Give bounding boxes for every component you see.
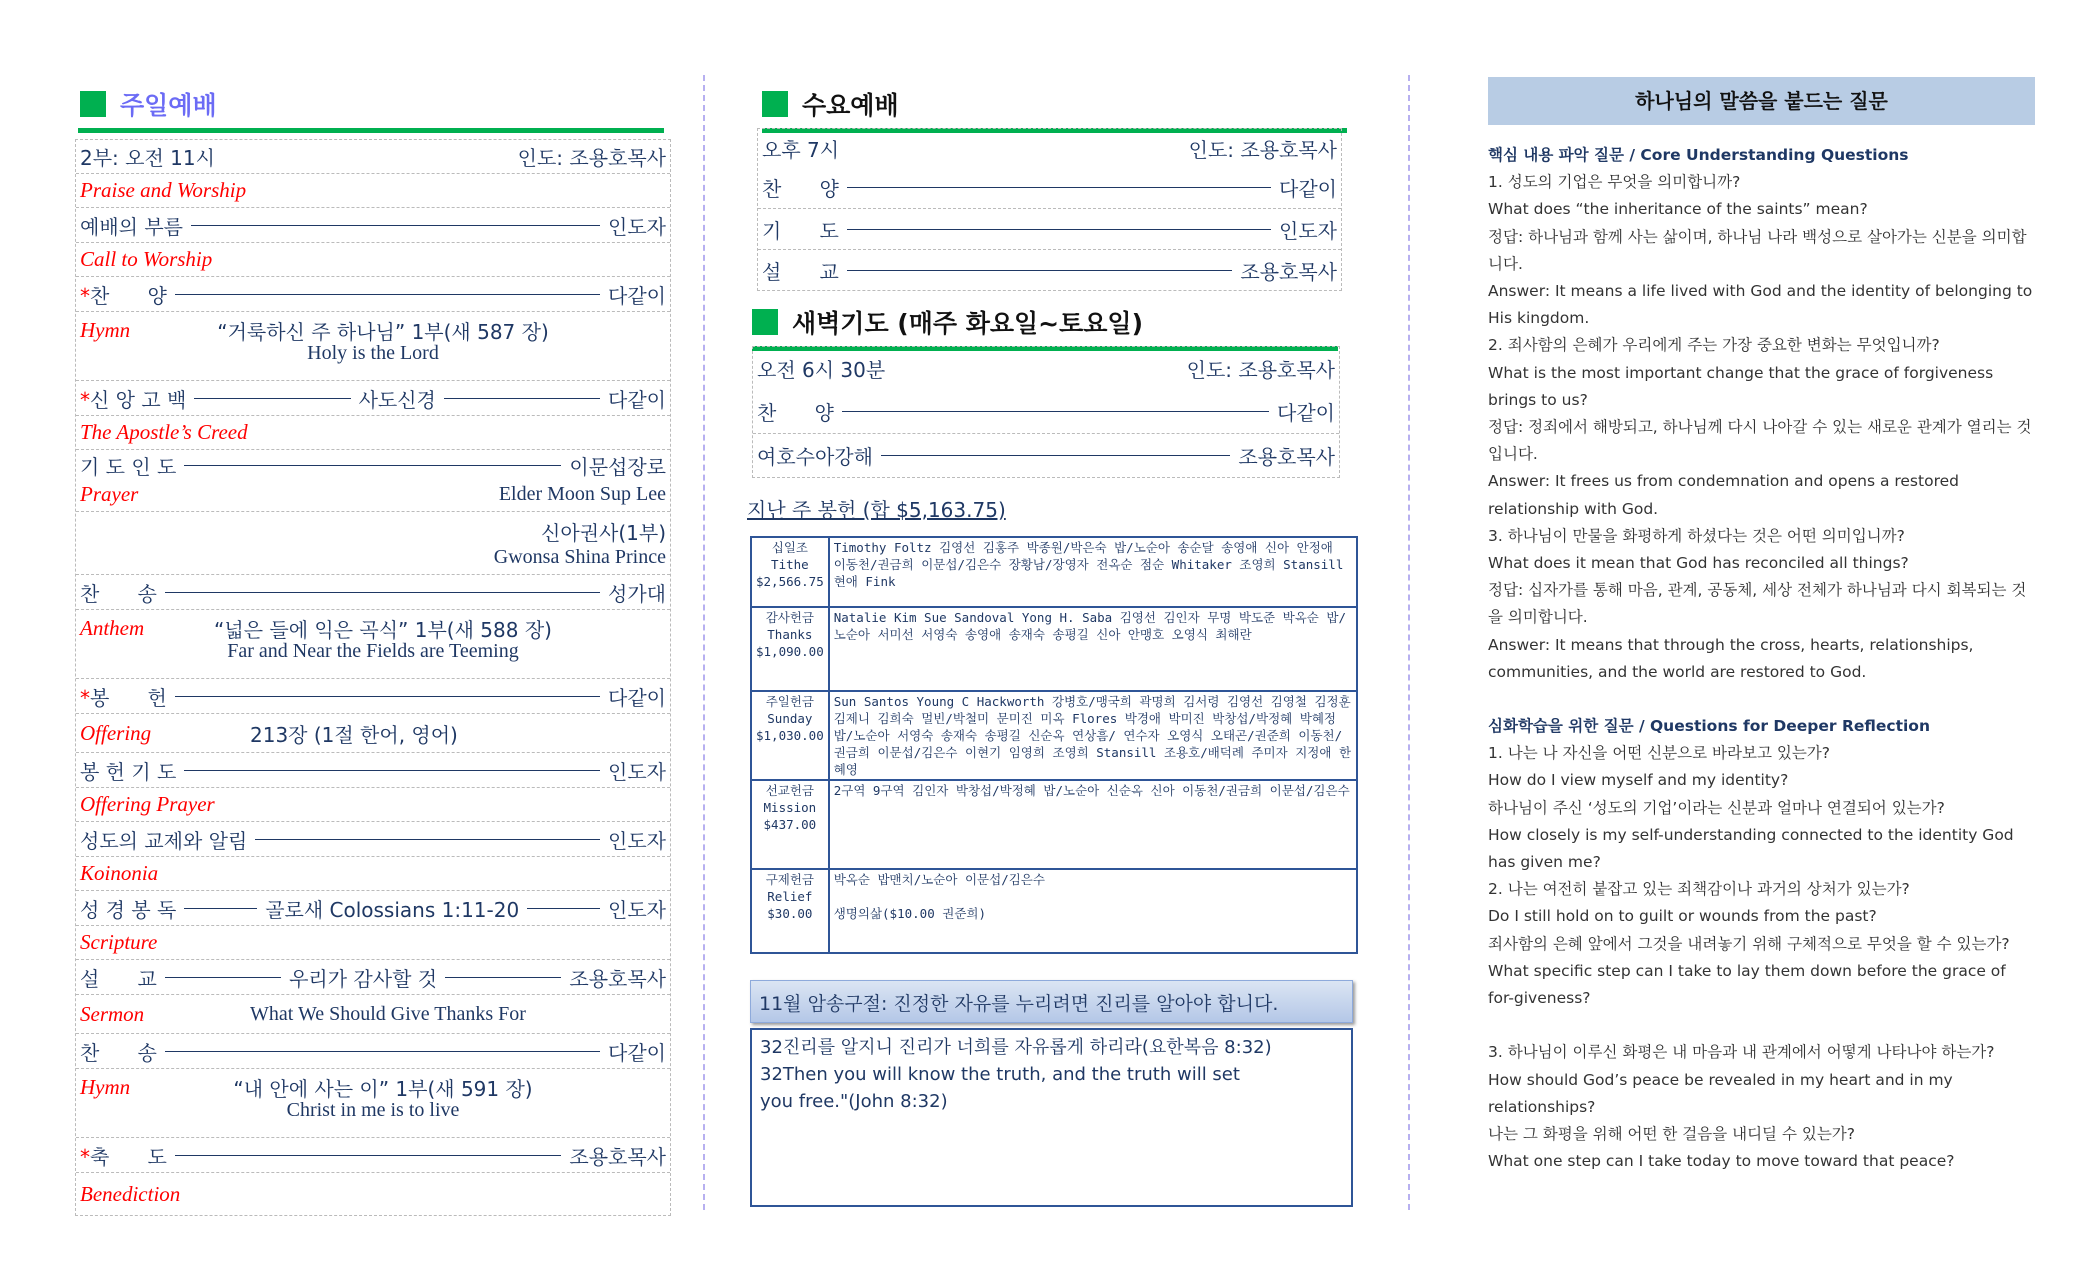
worship-row [76, 242, 670, 276]
prayer-leader-2: 신아권사(1부) [541, 521, 666, 545]
required-star: * [80, 685, 90, 710]
question-line: 정답: 하나님과 함께 사는 삶이며, 하나님 나라 백성으로 살아가는 신분을 의미합니다. [1488, 227, 2027, 273]
english-label: Offering [80, 720, 152, 745]
worship-row [76, 207, 670, 242]
worship-row [76, 511, 670, 574]
category-english: Tithe [771, 557, 809, 572]
item-leader: 다같이 [608, 685, 666, 710]
question-line: 정답: 정죄에서 해방되고, 하나님께 다시 나아갈 수 있는 새로운 관계가 열리는 것입니다. [1488, 418, 2032, 464]
offering-names [829, 607, 1357, 691]
english-label: Offering Prayer [80, 792, 215, 816]
category-english: Sunday [767, 711, 813, 726]
question-line: Answer: It means a life lived with God and the identity of belonging to His kingdom. [1488, 282, 2033, 328]
question-line: What does it mean that God has reconciled all things? [1488, 554, 1909, 573]
hymn-title: “내 안에 사는 이” 1부(새 591 장) [233, 1077, 533, 1101]
leader-line [175, 696, 600, 697]
service-leader: 인도: 조용호목사 [517, 146, 666, 170]
leader-line [184, 465, 561, 466]
wednesday-section [762, 86, 1347, 133]
worship-row [76, 173, 670, 207]
worship-row [76, 713, 670, 752]
question-line: What one step can I take today to move toward that peace? [1488, 1152, 1955, 1171]
donor-names: 박옥순 밥맨치/노순아 이문섭/김은수 [833, 872, 1045, 887]
leader-line [194, 398, 350, 399]
worship-row [76, 449, 670, 511]
question-line: Answer: It frees us from condemnation and opens a restored relationship with God. [1488, 472, 1959, 518]
offering-row [751, 607, 1357, 691]
item-leader: 다같이 [608, 387, 667, 412]
offering-row [751, 691, 1357, 780]
leader-line [255, 839, 600, 840]
category-korean: 선교헌금 [765, 783, 815, 798]
worship-row [76, 415, 670, 449]
category-amount: $437.00 [763, 817, 817, 832]
sunday-service-section [78, 86, 664, 133]
wednesday-box [757, 128, 1342, 291]
question-line: 정답: 십자가를 통해 마음, 관계, 공동체, 세상 전체가 하나님과 다시 회복되는 것을 의미합니다. [1488, 581, 2027, 627]
item-detail: 골로새 Colossians 1:11-20 [265, 897, 520, 922]
item-leader: 다같이 [1277, 400, 1335, 425]
english-label: Hymn [80, 318, 131, 342]
item-name: 봉 헌 [90, 685, 167, 710]
sunday-order-of-worship [75, 139, 671, 1216]
offering-category [751, 780, 829, 869]
worship-row [76, 994, 670, 1033]
worship-row [76, 140, 670, 173]
item-name: 기 도 인 도 [80, 454, 177, 479]
item-leader: 조용호목사 [1238, 445, 1335, 469]
item-leader: 다같이 [608, 283, 666, 308]
sunday-title: 주일예배 [120, 91, 217, 120]
leader-line [527, 908, 600, 909]
item-leader: 인도자 [608, 828, 666, 853]
dawn-leader: 인도: 조용호목사 [1186, 357, 1335, 382]
hymn-english: Far and Near the Fields are Teeming [227, 640, 519, 662]
dawn-time: 오전 6시 30분 [757, 357, 886, 382]
item-label [80, 756, 176, 785]
question-line: 2. 죄사함의 은혜가 우리에게 주는 가장 중요한 변화는 무엇입니까? [1488, 336, 1940, 355]
worship-row [76, 1137, 670, 1172]
hymn-english: Holy is the Lord [307, 342, 439, 364]
donor-names: 2구역 9구역 김인자 박창섭/박정혜 밥/노순아 신순옥 신아 이동천/권금희 이문섭/김은수 [833, 783, 1350, 798]
required-star: * [80, 1144, 90, 1169]
category-amount: $2,566.75 [756, 574, 824, 589]
offering-row [751, 780, 1357, 869]
question-line: How do I view myself and my identity? [1488, 771, 1789, 790]
donor-names: Natalie Kim Sue Sandoval Yong H. Saba 김영선 김인자 무명 박도준 박옥순 밥/노순아 서미선 서영숙 송영애 송재숙 송평길 신아 안맹호 오영식 최해란 [833, 610, 1346, 642]
item-label [80, 1141, 167, 1170]
item-name: 신 앙 고 백 [90, 387, 187, 412]
question-section-heading: 핵심 내용 파악 질문 / Core Understanding Questions [1488, 146, 1909, 164]
hymn-english: Christ in me is to live [286, 1099, 460, 1121]
green-square-icon [80, 91, 106, 117]
wednesday-title: 수요예배 [802, 91, 899, 120]
question-line: How closely is my self-understanding connected to the identity God has given me? [1488, 825, 2014, 872]
english-label: Scripture [80, 930, 158, 954]
item-name: 찬 양 [762, 177, 839, 201]
item-leader: 다같이 [608, 1040, 666, 1065]
leader-line [191, 225, 600, 226]
item-label [80, 211, 183, 240]
dawn-row [753, 389, 1339, 433]
dawn-box [752, 346, 1340, 478]
category-english: Thanks [767, 627, 813, 642]
question-line: What specific step can I take to lay them down before the grace of for-giveness? [1488, 961, 2006, 1008]
question-line: Do I still hold on to guilt or wounds from the past? [1488, 907, 1877, 926]
dawn-header [752, 304, 1338, 340]
wednesday-time: 오후 7시 [762, 137, 840, 162]
prayer-leader-english: Elder Moon Sup Lee [498, 482, 666, 505]
question-line: How should God’s peace be revealed in my heart and in my relationships? [1488, 1070, 1953, 1116]
item-name: 기 도 [762, 218, 839, 243]
worship-row [76, 311, 670, 380]
english-label: Koinonia [80, 861, 159, 885]
worship-row [76, 1033, 670, 1068]
item-name: 찬 송 [80, 581, 157, 606]
leader-line [175, 1155, 562, 1156]
worship-row [76, 856, 670, 890]
leader-line [445, 977, 561, 978]
item-name: 여호수아강해 [757, 445, 873, 469]
leader-line [184, 908, 257, 909]
offering-names [829, 537, 1357, 607]
question-line [1488, 1012, 2036, 1039]
item-name: 설 교 [762, 259, 839, 284]
column-divider [703, 75, 705, 1210]
sunday-header [78, 86, 664, 122]
category-korean: 십일조 [771, 540, 808, 555]
item-name: 설 교 [80, 966, 157, 991]
item-leader: 조용호목사 [569, 966, 666, 991]
english-label: Benediction [80, 1181, 181, 1206]
question-line: 1. 성도의 기업은 무엇을 의미합니까? [1488, 173, 1741, 192]
question-line: 1. 나는 나 자신을 어떤 신분으로 바라보고 있는가? [1488, 744, 1830, 763]
wednesday-row [758, 208, 1341, 249]
item-name: 성 경 봉 독 [80, 897, 177, 922]
item-label [80, 384, 186, 413]
item-detail: 우리가 감사할 것 [289, 966, 438, 991]
dawn-prayer-section [752, 304, 1338, 351]
item-leader: 인도자 [608, 897, 667, 922]
item-detail: 213장 (1절 한어, 영어) [250, 722, 458, 747]
category-english: Mission [763, 800, 817, 815]
leader-line [165, 592, 600, 593]
questions-title: 하나님의 말씀을 붙드는 질문 [1488, 77, 2035, 125]
english-label: Praise and Worship [80, 178, 247, 202]
question-line: 2. 나는 여전히 붙잡고 있는 죄책감이나 과거의 상처가 있는가? [1488, 880, 1910, 899]
prayer-leader-2-english: Gwonsa Shina Prince [493, 546, 666, 568]
offering-names [829, 869, 1357, 953]
wednesday-header [762, 86, 1347, 122]
leader-line [444, 398, 600, 399]
question-section-heading: 심화학습을 위한 질문 / Questions for Deeper Reflection [1488, 717, 1930, 736]
wednesday-row [758, 167, 1341, 208]
item-name: 찬 송 [80, 1040, 157, 1065]
memory-verse-box [750, 1028, 1353, 1207]
category-amount: $1,090.00 [756, 644, 824, 659]
question-line: 하나님이 주신 ‘성도의 기업’이라는 신분과 얼마나 연결되어 있는가? [1488, 798, 1945, 817]
question-line [1488, 686, 2036, 713]
item-label [80, 280, 167, 309]
english-label: Prayer [80, 481, 139, 506]
offering-category [751, 691, 829, 780]
offering-note: 생명의삶($10.00 권준희) [833, 906, 986, 921]
question-line: What does “the inheritance of the saints” mean? [1488, 200, 1868, 219]
english-label: Hymn [80, 1075, 131, 1099]
donor-names: Timothy Foltz 김영선 김홍주 박종원/박은숙 밥/노순아 송순달 송영애 신아 안정애 이동천/권금희 이문섭/김은수 장황남/장영자 전옥순 점순 Whitaker 조영희 Stansill 현애 Fink [833, 540, 1344, 589]
question-line: What is the most important change that the grace of forgiveness brings to us? [1488, 363, 1994, 409]
donor-names: Sun Santos Young C Hackworth 강병호/맹국희 곽명희 김서령 김영선 김영철 김정훈 김제니 김희숙 멀빈/박철미 문미진 미옥 Flores 박경애 박미진 박창섭/박정혜 박혜정 밥/노순아 서영숙 송재숙 송평길 신순옥 연상흠/ 연수자 오영식 오태곤/권준희 이동천/권금희 이문섭/김은수 이현기 임영희 조영희 Stansill 조용호/배덕례 주미자 지정애 한혜영 [833, 694, 1352, 777]
column-divider [1408, 75, 1410, 1210]
item-name: 축 도 [90, 1144, 167, 1169]
worship-row [76, 752, 670, 787]
offering-names [829, 691, 1357, 780]
item-label [80, 451, 176, 480]
item-leader: 다같이 [1279, 177, 1337, 201]
item-name: 성도의 교제와 알림 [80, 828, 248, 853]
prayer-english [80, 480, 666, 508]
worship-row [76, 276, 670, 311]
dawn-row [753, 433, 1339, 477]
worship-row [76, 678, 670, 713]
item-leader: 성가대 [608, 581, 666, 606]
english-label: Sermon [80, 1001, 145, 1026]
worship-row [76, 959, 670, 994]
item-leader: 이문섭장로 [569, 454, 666, 479]
category-korean: 감사헌금 [765, 610, 815, 625]
leader-line [842, 411, 1269, 412]
leader-line [881, 455, 1230, 456]
question-line: 나는 그 화평을 위해 어떤 한 걸음을 내디딜 수 있는가? [1488, 1124, 1856, 1143]
category-korean: 구제헌금 [765, 872, 815, 887]
item-leader: 조용호목사 [569, 1144, 666, 1169]
worship-row [76, 890, 670, 925]
memory-verse-banner: 11월 암송구절: 진정한 자유를 누리려면 진리를 알아야 합니다. [750, 980, 1353, 1023]
item-label [80, 578, 157, 607]
worship-row [76, 1068, 670, 1137]
offering-table [750, 536, 1358, 954]
item-detail: 사도신경 [358, 387, 436, 412]
worship-row [76, 1172, 670, 1215]
required-star: * [80, 387, 90, 412]
worship-row [76, 609, 670, 678]
english-label: The Apostle’s Creed [80, 420, 248, 444]
category-amount: $30.00 [767, 906, 813, 921]
worship-row [76, 574, 670, 609]
item-label [80, 963, 157, 992]
offering-names [829, 780, 1357, 869]
worship-row [76, 925, 670, 959]
leader-line [165, 977, 281, 978]
required-star: * [80, 283, 90, 308]
verse-korean: 32진리를 알지니 진리가 너희를 자유롭게 하리라(요한복음 8:32) [760, 1037, 1272, 1058]
offering-category [751, 607, 829, 691]
english-label: Call to Worship [80, 247, 213, 271]
leader-line [184, 770, 600, 771]
item-name: 봉 헌 기 도 [80, 759, 177, 784]
offering-title: 지난 주 봉헌 (합 $5,163.75) [747, 498, 1006, 522]
question-line: 3. 하나님이 이루신 화평은 내 마음과 내 관계에서 어떻게 나타나야 하는가? [1488, 1043, 1995, 1062]
offering-row [751, 869, 1357, 953]
offering-row [751, 537, 1357, 607]
leader-line [847, 229, 1271, 230]
item-leader: 인도자 [608, 214, 666, 239]
item-name: 예배의 부름 [80, 214, 183, 239]
worship-row [76, 821, 670, 856]
question-line: 3. 하나님이 만물을 화평하게 하셨다는 것은 어떤 의미입니까? [1488, 526, 1905, 545]
category-amount: $1,030.00 [756, 728, 824, 743]
worship-row [76, 380, 670, 415]
question-line: 죄사함의 은혜 앞에서 그것을 내려놓기 위해 구체적으로 무엇을 할 수 있는가? [1488, 934, 2010, 953]
item-label [80, 825, 247, 854]
green-square-icon [762, 91, 788, 117]
wednesday-leader: 인도: 조용호목사 [1188, 137, 1337, 162]
divider [78, 128, 664, 133]
english-label: Anthem [80, 616, 145, 640]
category-korean: 주일헌금 [765, 694, 815, 709]
item-leader: 인도자 [608, 759, 666, 784]
green-square-icon [752, 309, 778, 335]
item-name: 찬 양 [757, 400, 834, 425]
item-detail: What We Should Give Thanks For [250, 1002, 526, 1025]
offering-category [751, 537, 829, 607]
worship-row [76, 787, 670, 821]
questions-list [1488, 142, 2036, 1175]
offering-category [751, 869, 829, 953]
item-leader: 조용호목사 [1240, 259, 1337, 284]
leader-line [175, 294, 600, 295]
verse-english: 32Then you will know the truth, and the truth will set you free."(John 8:32) [760, 1064, 1240, 1112]
category-english: Relief [767, 889, 813, 904]
item-label [80, 1037, 157, 1066]
prayer-leader-line [80, 450, 666, 480]
wednesday-row [758, 249, 1341, 290]
dawn-title: 새벽기도 (매주 화요일~토요일) [792, 309, 1144, 338]
hymn-title: “넓은 들에 익은 곡식” 1부(새 588 장) [214, 618, 552, 642]
hymn-title: “거룩하신 주 하나님” 1부(새 587 장) [217, 320, 549, 344]
item-name: 찬 양 [90, 283, 167, 308]
item-label [80, 682, 167, 711]
leader-line [847, 270, 1233, 271]
leader-line [847, 187, 1271, 188]
item-label [80, 894, 176, 923]
leader-line [165, 1051, 600, 1052]
question-line: Answer: It means that through the cross, hearts, relationships, communities, and the world are restored to God. [1488, 635, 1974, 681]
item-leader: 인도자 [1279, 218, 1337, 243]
service-time: 2부: 오전 11시 [80, 146, 215, 170]
